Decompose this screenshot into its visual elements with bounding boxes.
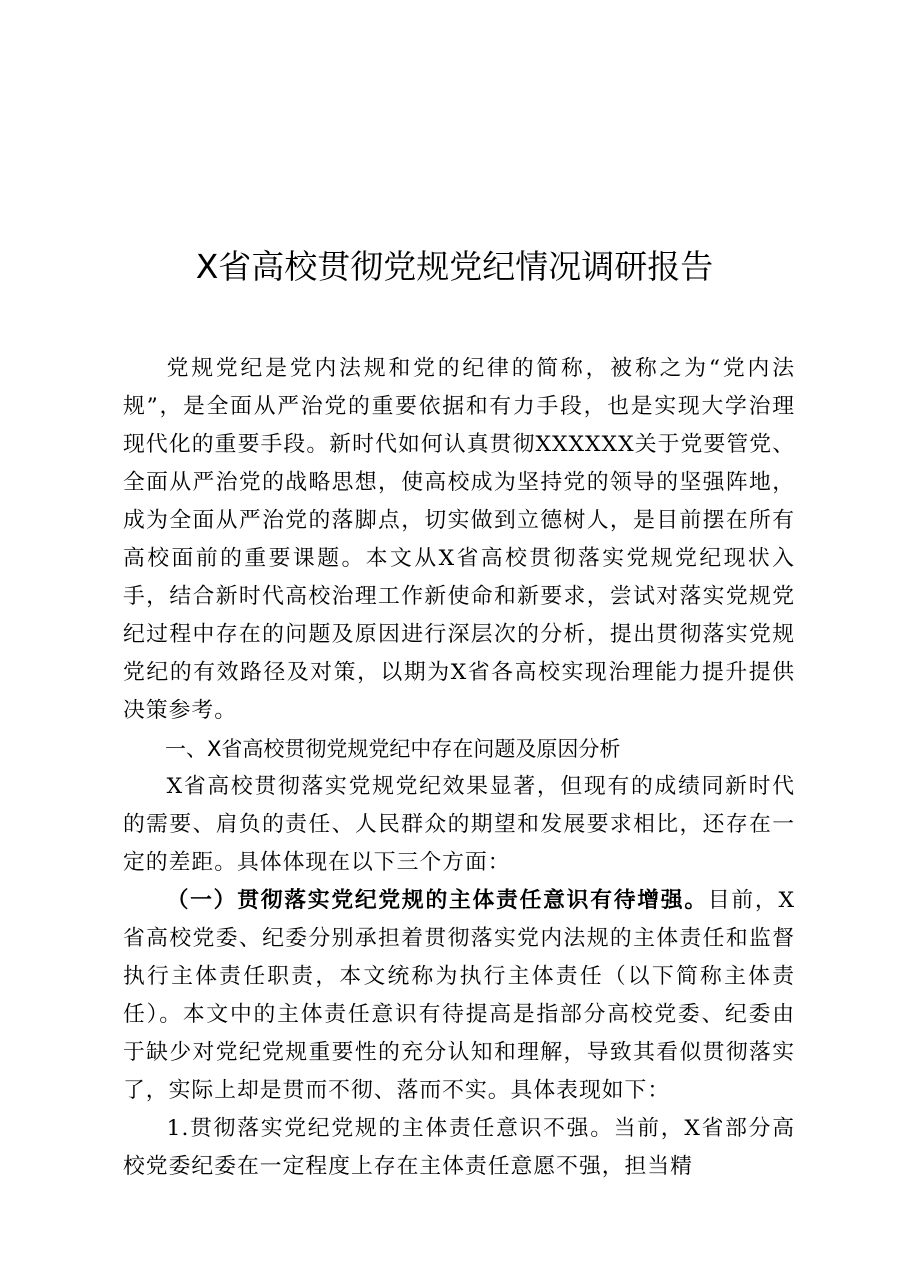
- item-1-paragraph: 1.贯彻落实党纪党规的主体责任意识不强。当前，X省部分高校党委纪委在一定程度上存在主体责任意愿不强，担当精: [123, 1116, 795, 1179]
- section-1-paragraph: X省高校贯彻落实党规党纪效果显著，但现有的成绩同新时代的需要、肩负的责任、人民群众的期望和发展要求相比，还存在一定的差距。具体体现在以下三个方面：: [123, 774, 795, 875]
- subsection-1-heading: （一）贯彻落实党纪党规的主体责任意识有待增强。: [166, 888, 708, 913]
- document-title: X省高校贯彻党规党纪情况调研报告: [195, 247, 714, 286]
- intro-paragraph: 党规党纪是党内法规和党的纪律的简称，被称之为“党内法规”，是全面从严治党的重要依据和有力手段，也是实现大学治理现代化的重要手段。新时代如何认真贯彻XXXXXX关于党要管党、全面从严治党的战略思想，使高校成为坚持党的领导的坚强阵地，成为全面从严治党的落脚点，切实做到立德树人，是目前摆在所有高校面前的重要课题。本文从X省高校贯彻落实党规党纪现状入手，结合新时代高校治理工作新使命和新要求，尝试对落实党规党纪过程中存在的问题及原因进行深层次的分析，提出贯彻落实党规党纪的有效路径及对策，以期为X省各高校实现治理能力提升提供决策参考。: [123, 356, 795, 723]
- document-body: [123, 350, 795, 1186]
- subsection-1-paragraph: [123, 882, 795, 1110]
- subsection-1-text: 目前，X省高校党委、纪委分别承担着贯彻落实党内法规的主体责任和监督执行主体责任职责，本文统称为执行主体责任（以下简称主体责任）。本文中的主体责任意识有待提高是指部分高校党委、纪委由于缺少对党纪党规重要性的充分认知和理解，导致其看似贯彻落实了，实际上却是贯而不彻、落而不实。具体表现如下：: [123, 888, 795, 1103]
- section-1-heading: 一、X省高校贯彻党规党纪中存在问题及原因分析: [165, 737, 621, 761]
